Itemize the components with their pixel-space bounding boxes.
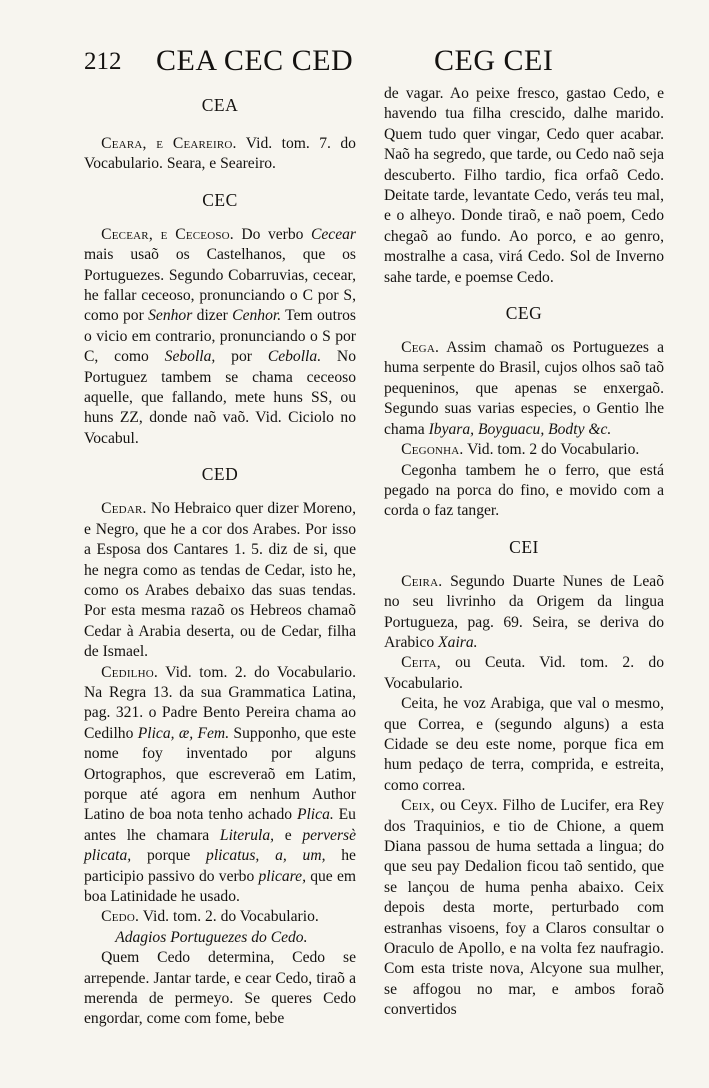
left-running-heading: CEA CEC CED: [156, 44, 354, 77]
section-heading-cei: CEI: [509, 536, 539, 557]
headword: Cedilho.: [101, 663, 158, 681]
page-number: 212: [84, 48, 122, 75]
entry-cega: Cega. Assim chamaõ os Portuguezes a huma serpente do Brasil, cujos olhos saõ taõ pequeninos, que apenas se enxergaõ. Segundo suas varias especies, o Gentio lhe chama Ibyara, Boyguacu, Bodty &c.: [384, 339, 664, 438]
entry-cegonha-cont: Cegonha tambem he o ferro, que está pegado na porca do fino, e movido com a corda o faz tanger.: [384, 461, 664, 520]
entry-ceita-cont: Ceita, he voz Arabiga, que val o mesmo, que Correa, e (segundo alguns) a esta Cidade se deu este nome, porque fica em hum pedaço de terra, comprida, e estreita, como correa.: [384, 695, 664, 794]
right-column: [384, 84, 664, 1021]
section-heading-ceg: CEG: [505, 303, 543, 324]
headword: Ceix,: [401, 797, 435, 815]
headword: Cedar.: [101, 500, 147, 518]
headword: Cedo.: [101, 908, 140, 926]
entry-ceita: Ceita, ou Ceuta. Vid. tom. 2. do Vocabulario.: [384, 654, 664, 692]
section-heading-ced: CED: [201, 464, 239, 485]
headword: Ceita,: [401, 654, 441, 672]
left-column: [84, 84, 356, 1030]
adagios-text: Quem Cedo determina, Cedo se arrepende. Jantar tarde, e cear Cedo, tiraõ a merenda de permeyo. Se queres Cedo engordar, come com fome, bebe: [84, 949, 356, 1028]
entry-cegonha: Cegonha. Vid. tom. 2 do Vocabulario.: [401, 441, 640, 459]
headword: Ceara, e Ceareiro.: [101, 135, 237, 152]
section-heading-cea: CEA: [201, 95, 239, 115]
right-running-heading: CEG CEI: [434, 44, 554, 77]
adagios-continuation: de vagar. Ao peixe fresco, gastao Cedo, e havendo tua filha crescido, dalhe marido. Quem tudo quer vingar, Cedo quer acabar. Naõ ha segredo, que tarde, ou Cedo naõ seja descuberto. Filho tardio, fica orfaõ Cedo. Deitate tarde, levantate Cedo, verás teu mal, e o alheyo. Donde tiraõ, e naõ poem, Cedo chegaõ ao fundo. Ao porco, e ao genro, mostralhe a casa, virá Cedo. Sol de Inverno sahe tarde, e poemse Cedo.: [384, 85, 664, 286]
entry-ceira: Ceira. Segundo Duarte Nunes de Leaõ no seu livrinho da Origem da lingua Portugueza, pag. 69. Seira, se deriva do Arabico Xaira.: [384, 572, 664, 651]
entry-ceix: Ceix, ou Ceyx. Filho de Lucifer, era Rey dos Traquinios, e tio de Chione, a quem Diana passou de huma settada a lingua; do que seu pay Dedalion ficou taõ sentido, que se lançou de huma penha abaixo. Ceix depois desta morte, perturbado com estranhas visoens, foy a Claros consultar o Oraculo de Apollo, e na volta fez naufragio. Com esta triste nova, Alcyone sua mulher, se affogou no mar, e ambos foraõ convertidos: [384, 797, 664, 1019]
entry-cedo: Cedo. Vid. tom. 2. do Vocabulario.: [101, 908, 319, 926]
headword: Cecear, e Ceceoso.: [101, 225, 234, 243]
headword: Ceira.: [401, 572, 443, 590]
entry-ceara: Ceara, e Ceareiro. Vid. tom. 7. do Vocabulario. Seara, e Seareiro.: [84, 135, 356, 173]
headword: Cega.: [401, 339, 440, 357]
section-heading-cec: CEC: [202, 189, 238, 210]
entry-cedar: Cedar. No Hebraico quer dizer Moreno, e Negro, que he a cor dos Arabes. Por isso a Esposa dos Cantares 1. 5. diz de si, que he negra como as tendas de Cedar, isto he, como os Arabes debaixo das suas tendas. Por esta mesma razaõ os Hebreos chamaõ Cedar à Arabia deserta, ou de Cedar, filha de Ismael.: [84, 500, 356, 661]
adagios-subheading: Adagios Portuguezes do Cedo.: [115, 928, 308, 946]
headword: Cegonha.: [401, 441, 464, 459]
entry-cecear: Cecear, e Ceceoso. Do verbo Cecear mais usaõ os Castelhanos, que os Portuguezes. Segundo Cobarruvias, cecear, he fallar ceceoso, pronunciando o C por S, como por Senhor dizer Cenhor. Tem outros o vicio em contrario, pronunciando o S por C, como Sebolla, por Cebolla. No Portuguez tambem se chama ceceoso aquelle, que fallando, mete huns SS, ou huns ZZ, donde naõ vaõ. Vid. Ciciolo no Vocabul.: [84, 225, 356, 447]
running-header: [84, 44, 670, 86]
entry-cedilho: Cedilho. Vid. tom. 2. do Vocabulario. Na Regra 13. da sua Grammatica Latina, pag. 321. o Padre Bento Pereira chama ao Cedilho Plica, æ, Fem. Supponho, que este nome foy inventado por alguns Ortographos, que escreveraõ em Latim, porque até agora em nenhum Author Latino de boa nota tenho achado Plica. Eu antes lhe chamara Literula, e perversè plicata, porque plicatus, a, um, he participio passivo do verbo plicare, que em boa Latinidade he usado.: [84, 663, 357, 905]
